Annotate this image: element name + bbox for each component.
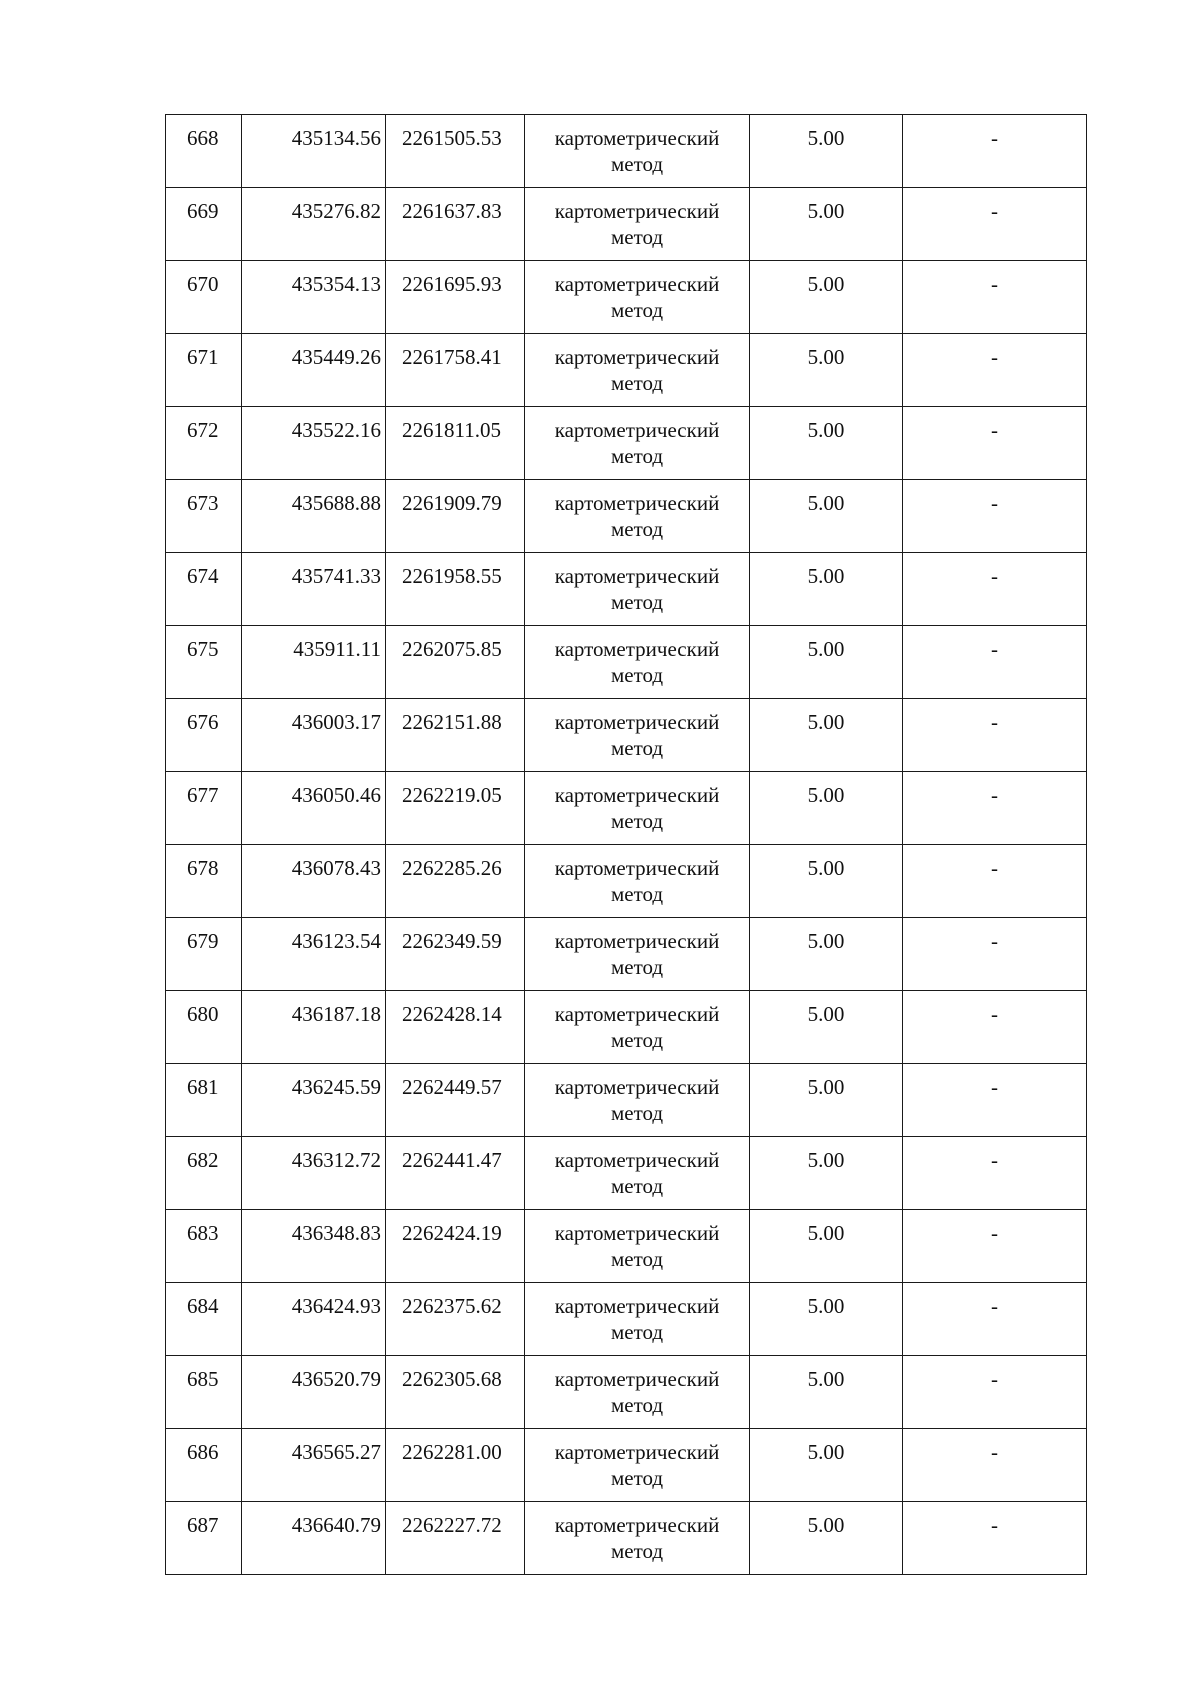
table-row [166,991,1087,1064]
description-cell: - [903,261,1087,334]
y-coordinate-cell: 2262227.72 [386,1502,525,1575]
accuracy-cell: 5.00 [750,1137,903,1210]
table-row [166,553,1087,626]
x-coordinate-cell: 435741.33 [242,553,386,626]
description-cell: - [903,1356,1087,1429]
method-cell: картометрический метод [525,115,750,188]
x-coordinate-cell: 436003.17 [242,699,386,772]
x-coordinate-cell: 435522.16 [242,407,386,480]
y-coordinate-cell: 2261909.79 [386,480,525,553]
point-number-cell: 673 [166,480,242,553]
y-coordinate-cell: 2262219.05 [386,772,525,845]
description-cell: - [903,407,1087,480]
table-row [166,699,1087,772]
description-cell: - [903,918,1087,991]
x-coordinate-cell: 436187.18 [242,991,386,1064]
accuracy-cell: 5.00 [750,772,903,845]
point-number-cell: 685 [166,1356,242,1429]
x-coordinate-cell: 435911.11 [242,626,386,699]
x-coordinate-cell: 436245.59 [242,1064,386,1137]
accuracy-cell: 5.00 [750,845,903,918]
point-number-cell: 674 [166,553,242,626]
description-cell: - [903,991,1087,1064]
method-cell: картометрический метод [525,553,750,626]
description-cell: - [903,1283,1087,1356]
y-coordinate-cell: 2262349.59 [386,918,525,991]
accuracy-cell: 5.00 [750,1356,903,1429]
method-cell: картометрический метод [525,772,750,845]
description-cell: - [903,115,1087,188]
table-row [166,1064,1087,1137]
x-coordinate-cell: 435449.26 [242,334,386,407]
description-cell: - [903,699,1087,772]
method-cell: картометрический метод [525,991,750,1064]
table-row [166,407,1087,480]
y-coordinate-cell: 2261505.53 [386,115,525,188]
x-coordinate-cell: 436050.46 [242,772,386,845]
accuracy-cell: 5.00 [750,991,903,1064]
x-coordinate-cell: 436078.43 [242,845,386,918]
coordinates-table-body [166,115,1087,1575]
y-coordinate-cell: 2261758.41 [386,334,525,407]
description-cell: - [903,334,1087,407]
point-number-cell: 677 [166,772,242,845]
y-coordinate-cell: 2261637.83 [386,188,525,261]
y-coordinate-cell: 2262305.68 [386,1356,525,1429]
point-number-cell: 682 [166,1137,242,1210]
coordinates-table [165,114,1087,1575]
point-number-cell: 668 [166,115,242,188]
method-cell: картометрический метод [525,188,750,261]
table-row [166,918,1087,991]
accuracy-cell: 5.00 [750,1210,903,1283]
x-coordinate-cell: 436565.27 [242,1429,386,1502]
table-row [166,1283,1087,1356]
point-number-cell: 676 [166,699,242,772]
point-number-cell: 678 [166,845,242,918]
x-coordinate-cell: 436348.83 [242,1210,386,1283]
y-coordinate-cell: 2261811.05 [386,407,525,480]
table-row [166,115,1087,188]
x-coordinate-cell: 435134.56 [242,115,386,188]
point-number-cell: 686 [166,1429,242,1502]
point-number-cell: 672 [166,407,242,480]
table-row [166,261,1087,334]
y-coordinate-cell: 2262441.47 [386,1137,525,1210]
accuracy-cell: 5.00 [750,1502,903,1575]
x-coordinate-cell: 436520.79 [242,1356,386,1429]
accuracy-cell: 5.00 [750,1283,903,1356]
method-cell: картометрический метод [525,1210,750,1283]
table-row [166,845,1087,918]
accuracy-cell: 5.00 [750,699,903,772]
accuracy-cell: 5.00 [750,918,903,991]
method-cell: картометрический метод [525,626,750,699]
description-cell: - [903,845,1087,918]
description-cell: - [903,772,1087,845]
accuracy-cell: 5.00 [750,407,903,480]
method-cell: картометрический метод [525,1356,750,1429]
table-row [166,1210,1087,1283]
description-cell: - [903,1502,1087,1575]
x-coordinate-cell: 435354.13 [242,261,386,334]
method-cell: картометрический метод [525,480,750,553]
description-cell: - [903,480,1087,553]
point-number-cell: 681 [166,1064,242,1137]
accuracy-cell: 5.00 [750,334,903,407]
table-row [166,626,1087,699]
x-coordinate-cell: 436640.79 [242,1502,386,1575]
table-row [166,1502,1087,1575]
y-coordinate-cell: 2262281.00 [386,1429,525,1502]
point-number-cell: 687 [166,1502,242,1575]
y-coordinate-cell: 2262151.88 [386,699,525,772]
accuracy-cell: 5.00 [750,115,903,188]
y-coordinate-cell: 2262428.14 [386,991,525,1064]
description-cell: - [903,188,1087,261]
method-cell: картометрический метод [525,1502,750,1575]
accuracy-cell: 5.00 [750,1429,903,1502]
y-coordinate-cell: 2262075.85 [386,626,525,699]
method-cell: картометрический метод [525,1429,750,1502]
method-cell: картометрический метод [525,1064,750,1137]
method-cell: картометрический метод [525,699,750,772]
x-coordinate-cell: 436424.93 [242,1283,386,1356]
x-coordinate-cell: 435276.82 [242,188,386,261]
x-coordinate-cell: 435688.88 [242,480,386,553]
description-cell: - [903,1429,1087,1502]
point-number-cell: 675 [166,626,242,699]
method-cell: картометрический метод [525,334,750,407]
method-cell: картометрический метод [525,918,750,991]
y-coordinate-cell: 2262424.19 [386,1210,525,1283]
description-cell: - [903,1064,1087,1137]
table-row [166,1356,1087,1429]
accuracy-cell: 5.00 [750,261,903,334]
table-row [166,188,1087,261]
y-coordinate-cell: 2262285.26 [386,845,525,918]
description-cell: - [903,1137,1087,1210]
table-row [166,1137,1087,1210]
accuracy-cell: 5.00 [750,553,903,626]
accuracy-cell: 5.00 [750,188,903,261]
accuracy-cell: 5.00 [750,480,903,553]
x-coordinate-cell: 436312.72 [242,1137,386,1210]
x-coordinate-cell: 436123.54 [242,918,386,991]
accuracy-cell: 5.00 [750,1064,903,1137]
point-number-cell: 671 [166,334,242,407]
table-row [166,772,1087,845]
table-row [166,334,1087,407]
method-cell: картометрический метод [525,845,750,918]
point-number-cell: 670 [166,261,242,334]
method-cell: картометрический метод [525,407,750,480]
accuracy-cell: 5.00 [750,626,903,699]
point-number-cell: 680 [166,991,242,1064]
y-coordinate-cell: 2262375.62 [386,1283,525,1356]
point-number-cell: 679 [166,918,242,991]
y-coordinate-cell: 2261695.93 [386,261,525,334]
description-cell: - [903,1210,1087,1283]
description-cell: - [903,553,1087,626]
point-number-cell: 683 [166,1210,242,1283]
method-cell: картометрический метод [525,261,750,334]
point-number-cell: 669 [166,188,242,261]
description-cell: - [903,626,1087,699]
table-row [166,480,1087,553]
point-number-cell: 684 [166,1283,242,1356]
method-cell: картометрический метод [525,1283,750,1356]
y-coordinate-cell: 2262449.57 [386,1064,525,1137]
y-coordinate-cell: 2261958.55 [386,553,525,626]
table-row [166,1429,1087,1502]
method-cell: картометрический метод [525,1137,750,1210]
